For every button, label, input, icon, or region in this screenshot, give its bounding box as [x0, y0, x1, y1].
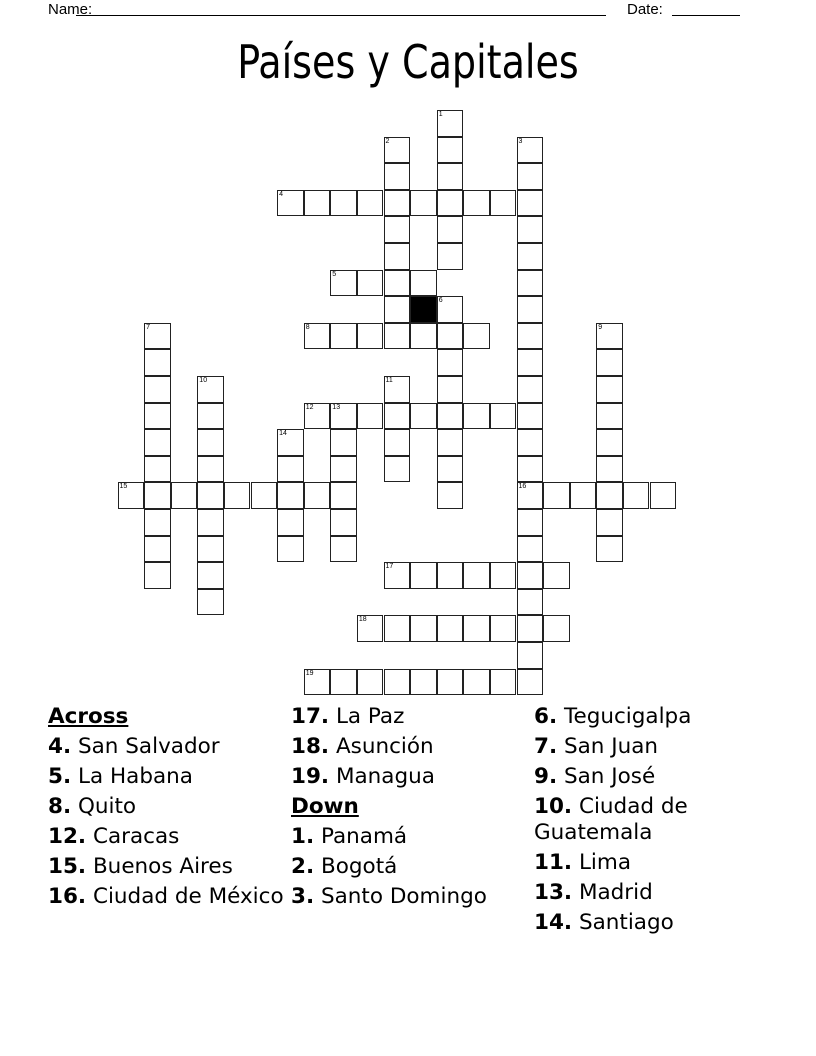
clue-text: San Juan: [563, 734, 659, 759]
crossword-cell[interactable]: [330, 190, 357, 217]
clue-text: San José: [563, 764, 656, 789]
crossword-cell[interactable]: [171, 482, 198, 509]
clue-down: [534, 704, 774, 730]
crossword-cell[interactable]: [277, 429, 304, 456]
clue-across: [48, 734, 288, 760]
crossword-cell[interactable]: [384, 190, 411, 217]
crossword-cell[interactable]: [304, 323, 331, 350]
crossword-cell[interactable]: [437, 615, 464, 642]
crossword-cell[interactable]: [517, 589, 544, 616]
crossword-cell[interactable]: [517, 536, 544, 563]
clue-number: 7: [146, 323, 150, 331]
clue-number: 12: [305, 403, 314, 411]
clue-text: Tegucigalpa: [563, 704, 692, 729]
clue-text: La Paz: [335, 704, 405, 729]
clue-number: 11.: [534, 850, 573, 875]
crossword-cell[interactable]: [437, 429, 464, 456]
crossword-cell[interactable]: [357, 323, 384, 350]
crossword-cell[interactable]: [437, 456, 464, 483]
crossword-cell[interactable]: [144, 376, 171, 403]
clue-text: Quito: [77, 794, 137, 819]
crossword-cell[interactable]: [437, 190, 464, 217]
crossword-cell[interactable]: [517, 482, 544, 509]
crossword-cell[interactable]: [596, 456, 623, 483]
crossword-cell[interactable]: [144, 482, 171, 509]
crossword-cell[interactable]: [517, 270, 544, 297]
crossword-cell[interactable]: [384, 296, 411, 323]
crossword-cell[interactable]: [517, 190, 544, 217]
crossword-cell[interactable]: [304, 482, 331, 509]
clue-number: 15: [119, 483, 128, 491]
crossword-cell[interactable]: [437, 562, 464, 589]
clue-number: 18: [358, 616, 367, 624]
crossword-cell[interactable]: [437, 243, 464, 270]
crossword-cell[interactable]: [463, 323, 490, 350]
crossword-cell[interactable]: [197, 536, 224, 563]
clue-number: 9.: [534, 764, 558, 789]
crossword-cell[interactable]: [197, 562, 224, 589]
clue-column-3: [534, 704, 774, 940]
crossword-cell[interactable]: [410, 190, 437, 217]
crossword-cell[interactable]: [144, 536, 171, 563]
date-field[interactable]: [672, 0, 740, 16]
crossword-cell[interactable]: [596, 482, 623, 509]
crossword-cell[interactable]: [490, 190, 517, 217]
crossword-cell[interactable]: [410, 615, 437, 642]
crossword-cell[interactable]: [543, 562, 570, 589]
clue-number: 2: [385, 137, 390, 145]
crossword-cell[interactable]: [437, 482, 464, 509]
crossword-cell[interactable]: [517, 323, 544, 350]
crossword-cell[interactable]: [144, 456, 171, 483]
crossword-cell[interactable]: [224, 482, 251, 509]
clue-down: [291, 884, 531, 910]
clue-text: Madrid: [578, 880, 653, 905]
crossword-cell[interactable]: [517, 509, 544, 536]
clue-down: [534, 910, 774, 936]
crossword-cell[interactable]: [596, 323, 623, 350]
crossword-cell[interactable]: [197, 482, 224, 509]
clue-number: 1.: [291, 824, 315, 849]
name-label: Name:: [48, 1, 93, 18]
crossword-cell[interactable]: [463, 190, 490, 217]
clue-down: [534, 880, 774, 906]
clue-text: Ciudad de México: [92, 884, 284, 909]
crossword-cell[interactable]: [596, 536, 623, 563]
crossword-cell[interactable]: [144, 403, 171, 430]
clue-text: Santo Domingo: [320, 884, 487, 909]
crossword-cell[interactable]: [650, 482, 677, 509]
crossword-cell[interactable]: [197, 429, 224, 456]
crossword-cell[interactable]: [437, 376, 464, 403]
clue-number: 12.: [48, 824, 87, 849]
clue-down: [534, 764, 774, 790]
clue-number: 10.: [534, 794, 573, 819]
clue-number: 5: [332, 270, 337, 278]
down-heading: Down: [291, 794, 359, 819]
clue-across: [48, 884, 288, 910]
clue-down: [291, 854, 531, 880]
clue-text: Panamá: [320, 824, 408, 849]
crossword-cell[interactable]: [330, 429, 357, 456]
crossword-cell[interactable]: [596, 509, 623, 536]
crossword-cell[interactable]: [277, 536, 304, 563]
clue-number: 8: [305, 323, 310, 331]
crossword-cell[interactable]: [437, 296, 464, 323]
crossword-cell[interactable]: [357, 190, 384, 217]
crossword-cell[interactable]: [517, 615, 544, 642]
crossword-cell[interactable]: [490, 562, 517, 589]
clue-number: 3.: [291, 884, 315, 909]
clue-column-1: [48, 704, 288, 914]
clue-number: 16: [518, 483, 527, 491]
crossword-cell[interactable]: [330, 536, 357, 563]
clue-text: Lima: [578, 850, 632, 875]
crossword-cell[interactable]: [357, 270, 384, 297]
crossword-cell[interactable]: [144, 562, 171, 589]
crossword-cell[interactable]: [437, 110, 464, 137]
clue-across: [291, 704, 531, 730]
crossword-cell[interactable]: [277, 190, 304, 217]
crossword-cell[interactable]: [463, 669, 490, 696]
clue-number: 5.: [48, 764, 72, 789]
crossword-cell[interactable]: [277, 482, 304, 509]
crossword-cell[interactable]: [277, 509, 304, 536]
crossword-cell[interactable]: [517, 216, 544, 243]
crossword-cell[interactable]: [490, 615, 517, 642]
crossword-cell[interactable]: [517, 562, 544, 589]
clue-across: [291, 764, 531, 790]
clue-text: San Salvador: [77, 734, 220, 759]
clue-number: 18.: [291, 734, 330, 759]
crossword-cell[interactable]: [596, 376, 623, 403]
clue-number: 3: [518, 137, 523, 145]
crossword-cell[interactable]: [330, 270, 357, 297]
clue-across: [48, 764, 288, 790]
clue-number: 13.: [534, 880, 573, 905]
crossword-cell[interactable]: [596, 349, 623, 376]
clue-number: 2.: [291, 854, 315, 879]
crossword-cell[interactable]: [570, 482, 597, 509]
crossword-cell[interactable]: [410, 403, 437, 430]
clue-number: 6.: [534, 704, 558, 729]
clue-number: 1: [438, 111, 443, 118]
clue-text: La Habana: [77, 764, 193, 789]
crossword-cell[interactable]: [517, 429, 544, 456]
crossword-cell[interactable]: [490, 669, 517, 696]
crossword-cell[interactable]: [251, 482, 278, 509]
clue-number: 4: [279, 190, 283, 198]
crossword-cell[interactable]: [144, 509, 171, 536]
crossword-cell[interactable]: [410, 669, 437, 696]
crossword-cell[interactable]: [384, 163, 411, 190]
clue-number: 4.: [48, 734, 72, 759]
clue-text: Asunción: [335, 734, 434, 759]
clue-number: 14.: [534, 910, 573, 935]
crossword-cell[interactable]: [437, 403, 464, 430]
crossword-cell[interactable]: [357, 615, 384, 642]
crossword-cell[interactable]: [384, 562, 411, 589]
crossword-cell[interactable]: [144, 429, 171, 456]
clue-number: 19: [305, 669, 314, 677]
crossword-cell[interactable]: [357, 669, 384, 696]
crossword-cell[interactable]: [118, 482, 145, 509]
date-label: Date:: [627, 1, 663, 18]
crossword-cell[interactable]: [197, 403, 224, 430]
crossword-cell[interactable]: [384, 137, 411, 164]
clue-number: 16.: [48, 884, 87, 909]
crossword-cell[interactable]: [384, 456, 411, 483]
crossword-black-cell: [410, 296, 437, 323]
crossword-cell[interactable]: [543, 482, 570, 509]
crossword-cell[interactable]: [384, 216, 411, 243]
crossword-cell[interactable]: [410, 323, 437, 350]
crossword-cell[interactable]: [330, 456, 357, 483]
crossword-cell[interactable]: [330, 669, 357, 696]
clue-text: Managua: [335, 764, 435, 789]
page-title: Países y Capitales: [237, 35, 579, 89]
clue-number: 14: [279, 430, 287, 438]
crossword-cell[interactable]: [543, 615, 570, 642]
crossword-cell[interactable]: [517, 296, 544, 323]
crossword-cell[interactable]: [596, 403, 623, 430]
clue-number: 13: [332, 403, 341, 411]
crossword-cell[interactable]: [277, 456, 304, 483]
clue-down: [534, 794, 774, 846]
crossword-cell[interactable]: [197, 589, 224, 616]
clue-column-2: [291, 704, 531, 914]
clue-across: [48, 794, 288, 820]
crossword-cell[interactable]: [490, 403, 517, 430]
crossword-cell[interactable]: [517, 137, 544, 164]
crossword-cell[interactable]: [463, 403, 490, 430]
clue-across: [48, 824, 288, 850]
clue-number: 10: [199, 377, 208, 384]
crossword-cell[interactable]: [437, 323, 464, 350]
crossword-cell[interactable]: [517, 403, 544, 430]
crossword-cell[interactable]: [197, 456, 224, 483]
name-field[interactable]: [76, 0, 606, 16]
crossword-cell[interactable]: [384, 323, 411, 350]
clue-across: [48, 854, 288, 880]
crossword-cell[interactable]: [197, 376, 224, 403]
crossword-cell[interactable]: [384, 270, 411, 297]
clue-text: Buenos Aires: [92, 854, 233, 879]
clue-across: [291, 734, 531, 760]
crossword-cell[interactable]: [463, 615, 490, 642]
crossword-cell[interactable]: [384, 615, 411, 642]
crossword-cell[interactable]: [623, 482, 650, 509]
clue-number: 19.: [291, 764, 330, 789]
crossword-cell[interactable]: [384, 376, 411, 403]
crossword-cell[interactable]: [384, 243, 411, 270]
crossword-cell[interactable]: [437, 349, 464, 376]
crossword-cell[interactable]: [304, 403, 331, 430]
clue-number: 17.: [291, 704, 330, 729]
clue-number: 9: [598, 323, 603, 331]
crossword-cell[interactable]: [357, 403, 384, 430]
crossword-cell[interactable]: [463, 562, 490, 589]
crossword-cell[interactable]: [437, 216, 464, 243]
clue-text: Bogotá: [320, 854, 398, 879]
crossword-cell[interactable]: [596, 429, 623, 456]
crossword-cell[interactable]: [330, 509, 357, 536]
crossword-cell[interactable]: [517, 456, 544, 483]
crossword-cell[interactable]: [517, 669, 544, 696]
crossword-cell[interactable]: [437, 163, 464, 190]
crossword-cell[interactable]: [517, 163, 544, 190]
clue-down: [534, 734, 774, 760]
crossword-cell[interactable]: [197, 509, 224, 536]
crossword-cell[interactable]: [304, 190, 331, 217]
crossword-cell[interactable]: [384, 669, 411, 696]
crossword-cell[interactable]: [517, 376, 544, 403]
clue-number: 17: [385, 563, 394, 571]
clue-number: 11: [385, 377, 393, 384]
crossword-cell[interactable]: [437, 137, 464, 164]
clue-number: 8.: [48, 794, 72, 819]
clue-down: [291, 824, 531, 850]
crossword-cell[interactable]: [410, 562, 437, 589]
clue-text: Caracas: [92, 824, 180, 849]
crossword-cell[interactable]: [517, 642, 544, 669]
crossword-cell[interactable]: [410, 270, 437, 297]
crossword-cell[interactable]: [144, 323, 171, 350]
crossword-cell[interactable]: [330, 323, 357, 350]
crossword-cell[interactable]: [384, 429, 411, 456]
crossword-cell[interactable]: [517, 243, 544, 270]
crossword-cell[interactable]: [384, 403, 411, 430]
crossword-cell[interactable]: [144, 349, 171, 376]
across-heading: Across: [48, 704, 129, 729]
crossword-cell[interactable]: [437, 669, 464, 696]
crossword-cell[interactable]: [517, 349, 544, 376]
crossword-cell[interactable]: [304, 669, 331, 696]
crossword-cell[interactable]: [330, 403, 357, 430]
crossword-cell[interactable]: [330, 482, 357, 509]
clue-number: 7.: [534, 734, 558, 759]
clue-number: 6: [438, 297, 443, 305]
clue-down: [534, 850, 774, 876]
clue-text: Santiago: [578, 910, 674, 935]
clue-text: Ciudad de Guatemala: [534, 794, 688, 845]
clue-number: 15.: [48, 854, 87, 879]
